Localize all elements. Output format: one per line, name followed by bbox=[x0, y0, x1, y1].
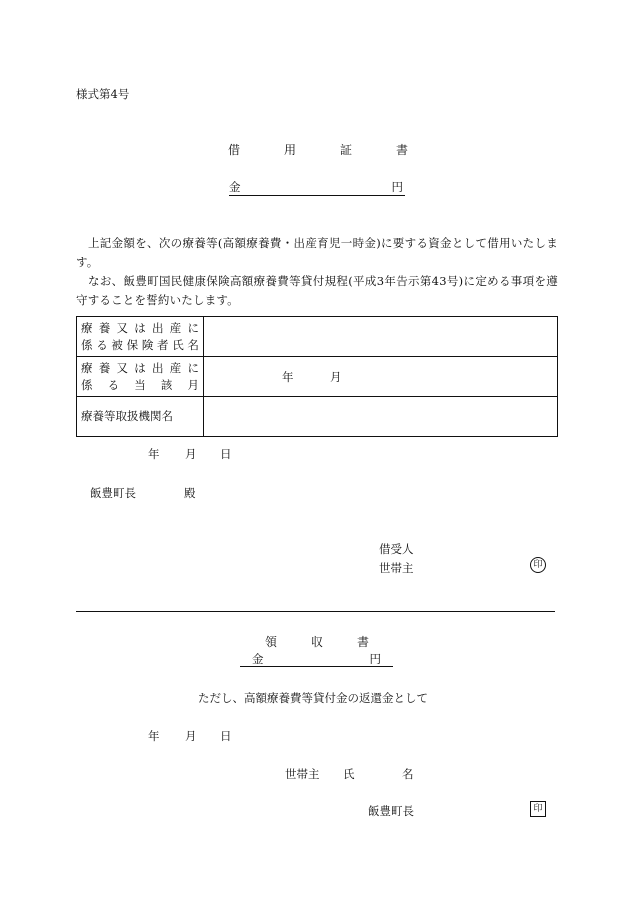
label-char: 係 bbox=[81, 377, 93, 392]
form-number: 様式第4号 bbox=[76, 87, 130, 101]
receipt-title-char: 領 bbox=[265, 635, 278, 649]
treatment-month-field[interactable] bbox=[204, 357, 558, 397]
loan-amount-prefix: 金 bbox=[229, 180, 241, 194]
loan-date-day: 日 bbox=[220, 447, 232, 461]
receipt-title-char: 収 bbox=[310, 635, 323, 649]
label-char: は bbox=[134, 360, 146, 375]
insured-name-label bbox=[77, 317, 204, 357]
receipt-householder-label: 世帯主 bbox=[285, 767, 320, 781]
month-field-year: 年 bbox=[282, 370, 294, 384]
loan-certificate-title bbox=[228, 141, 408, 158]
receipt-amount-field[interactable] bbox=[240, 651, 393, 667]
receipt-name-label-b: 名 bbox=[402, 767, 414, 781]
institution-label: 療養等取扱機関名 bbox=[77, 397, 204, 437]
label-char: 氏 bbox=[172, 337, 184, 352]
label-char: 又 bbox=[116, 360, 128, 375]
receipt-date-day: 日 bbox=[220, 729, 232, 743]
addressee-honorific: 殿 bbox=[184, 486, 196, 500]
label-char: 月 bbox=[187, 377, 199, 392]
householder-label: 世帯主 bbox=[379, 561, 414, 575]
label-char: 養 bbox=[98, 360, 111, 375]
label-char: 療 bbox=[81, 360, 93, 375]
label-char: 出 bbox=[152, 320, 164, 335]
label-char: 療 bbox=[81, 320, 93, 335]
label-line bbox=[81, 377, 199, 394]
treatment-month-label bbox=[77, 357, 204, 397]
receipt-title-char: 書 bbox=[356, 635, 369, 649]
loan-title-char: 借 bbox=[228, 143, 241, 157]
receipt-date-year: 年 bbox=[148, 729, 160, 743]
receipt-amount-prefix: 金 bbox=[252, 652, 264, 666]
month-field-month: 月 bbox=[330, 370, 342, 384]
borrower-label: 借受人 bbox=[379, 542, 414, 556]
loan-title-char: 書 bbox=[395, 143, 408, 157]
label-char: 保 bbox=[126, 337, 139, 352]
loan-date-year: 年 bbox=[148, 447, 160, 461]
label-char: 出 bbox=[152, 360, 164, 375]
label-line bbox=[81, 360, 199, 377]
label-char: 養 bbox=[98, 320, 111, 335]
label-char: 当 bbox=[134, 377, 146, 392]
loan-title-char: 用 bbox=[283, 143, 296, 157]
receipt-amount-suffix: 円 bbox=[369, 652, 381, 666]
insured-name-field[interactable] bbox=[204, 317, 558, 357]
seal-circle-icon: 印 bbox=[530, 557, 546, 573]
receipt-title bbox=[265, 633, 369, 650]
table-row bbox=[77, 317, 558, 357]
receipt-date-month: 月 bbox=[185, 729, 197, 743]
label-char: 険 bbox=[141, 337, 154, 352]
pledge-paragraph: なお、飯豊町国民健康保険高額療養費等貸付規程(平成3年告示第43号)に定める事項を遵守することを誓約いたします。 bbox=[76, 274, 558, 307]
label-char: に bbox=[187, 320, 199, 335]
loan-date-month: 月 bbox=[185, 447, 197, 461]
receipt-name-label-a: 氏 bbox=[343, 767, 355, 781]
label-char: は bbox=[134, 320, 146, 335]
receipt-issuer: 飯豊町長 bbox=[368, 804, 414, 818]
label-char: 該 bbox=[160, 377, 173, 392]
addressee-mayor: 飯豊町長 bbox=[90, 486, 136, 500]
loan-amount-suffix: 円 bbox=[391, 180, 403, 194]
label-line bbox=[81, 320, 199, 337]
table-row bbox=[77, 397, 558, 437]
label-char: 産 bbox=[169, 320, 182, 335]
label-char: 又 bbox=[116, 320, 128, 335]
loan-title-char: 証 bbox=[339, 143, 352, 157]
loan-details-table bbox=[76, 316, 558, 437]
receipt-note: ただし、高額療養費等貸付金の返還金として bbox=[198, 691, 428, 705]
label-char: 被 bbox=[111, 337, 123, 352]
label-char: 名 bbox=[187, 337, 199, 352]
label-char: る bbox=[96, 337, 108, 352]
label-char: 係 bbox=[81, 337, 93, 352]
institution-field[interactable] bbox=[204, 397, 558, 437]
label-char: る bbox=[107, 377, 120, 392]
loan-amount-field[interactable] bbox=[229, 179, 405, 196]
label-char: に bbox=[187, 360, 199, 375]
section-divider bbox=[76, 611, 555, 612]
label-char: 産 bbox=[169, 360, 182, 375]
label-char: 者 bbox=[157, 337, 169, 352]
loan-purpose-paragraph: 上記金額を、次の療養等(高額療養費・出産育児一時金)に要する資金として借用いたします。 bbox=[76, 236, 558, 269]
table-row bbox=[77, 357, 558, 397]
label-line bbox=[81, 337, 199, 354]
seal-square-icon: 印 bbox=[530, 801, 546, 817]
